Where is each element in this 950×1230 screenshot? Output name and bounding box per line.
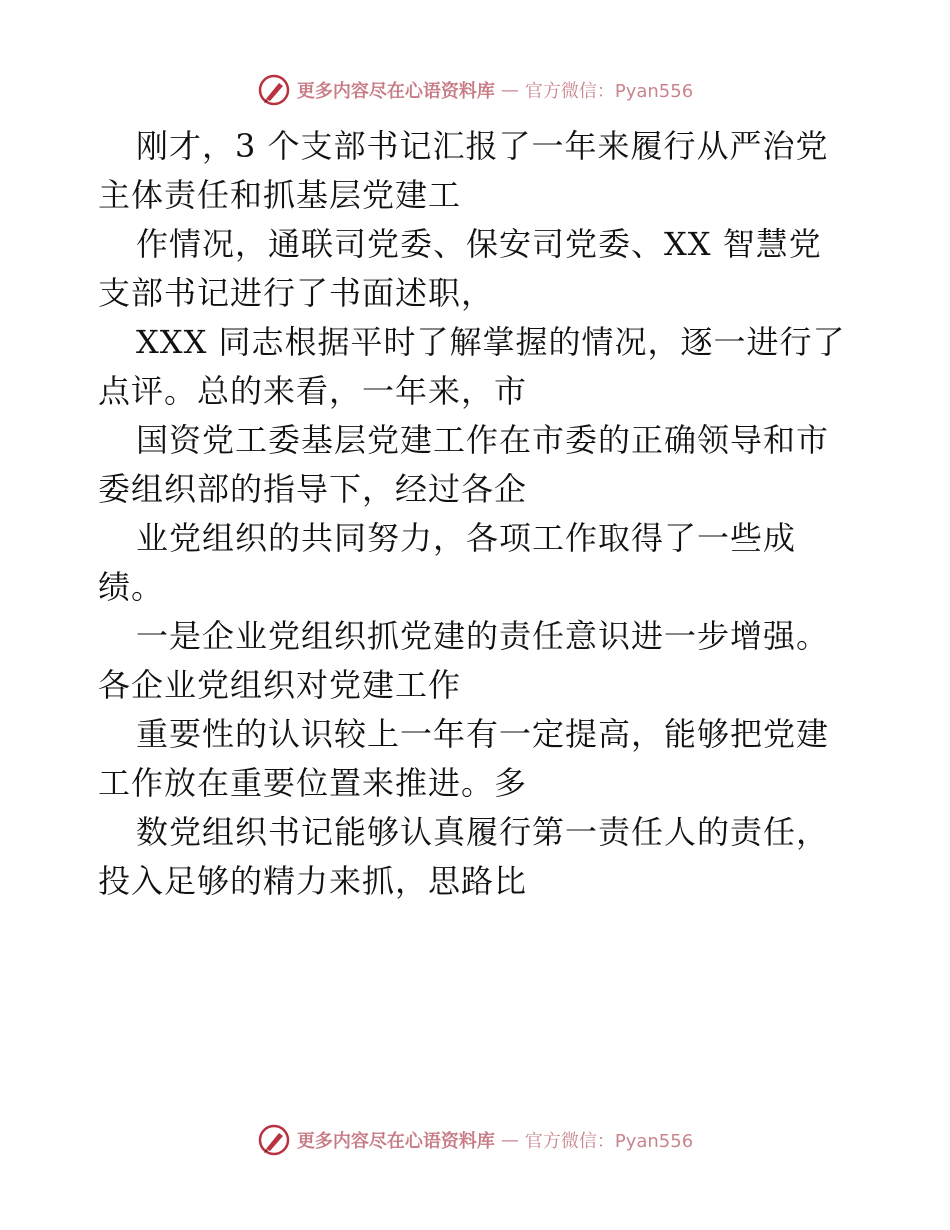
watermark-separator: — <box>500 1129 519 1151</box>
watermark-wechat: 官方微信：Pyan556 <box>524 1131 694 1152</box>
pen-logo-icon <box>257 73 291 107</box>
paragraph <box>98 612 858 710</box>
paragraph-line: 投入足够的精力来抓，思路比 <box>98 862 528 900</box>
document-body <box>98 122 858 906</box>
watermark-separator: — <box>500 79 519 101</box>
paragraph <box>98 318 858 416</box>
pen-logo-icon <box>257 1123 291 1157</box>
paragraph-line-indented: 刚才，3 个支部书记汇报了一年来履行从严治党 <box>136 127 829 165</box>
paragraph-line: 工作放在重要位置来推进。多 <box>98 764 528 802</box>
paragraph-line-indented: 业党组织的共同努力，各项工作取得了一些成 <box>136 519 797 557</box>
paragraph-line: 点评。总的来看，一年来，市 <box>98 372 528 410</box>
paragraph-line-indented: 作情况，通联司党委、保安司党委、XX 智慧党 <box>136 225 822 263</box>
paragraph-line-indented: 数党组织书记能够认真履行第一责任人的责任， <box>136 813 830 851</box>
watermark-wechat: 官方微信：Pyan556 <box>524 81 694 102</box>
paragraph-line: 各企业党组织对党建工作 <box>98 666 462 704</box>
watermark-brand: 更多内容尽在心语资料库 <box>296 81 495 102</box>
paragraph <box>98 710 858 808</box>
footer-watermark <box>0 1120 950 1160</box>
paragraph-line-indented: XXX 同志根据平时了解掌握的情况，逐一进行了 <box>136 323 846 361</box>
paragraph-line-indented: 重要性的认识较上一年有一定提高，能够把党建 <box>136 715 830 753</box>
paragraph-line: 主体责任和抓基层党建工 <box>98 176 462 214</box>
paragraph-line: 委组织部的指导下，经过各企 <box>98 470 528 508</box>
paragraph <box>98 220 858 318</box>
paragraph-line-indented: 国资党工委基层党建工作在市委的正确领导和市 <box>136 421 830 459</box>
paragraph <box>98 122 858 220</box>
paragraph <box>98 514 858 612</box>
watermark-brand: 更多内容尽在心语资料库 <box>296 1131 495 1152</box>
paragraph <box>98 416 858 514</box>
paragraph-line: 支部书记进行了书面述职， <box>98 274 495 312</box>
paragraph-line: 绩。 <box>98 568 165 606</box>
header-watermark <box>0 70 950 110</box>
paragraph-line-indented: 一是企业党组织抓党建的责任意识进一步增强。 <box>136 617 830 655</box>
paragraph <box>98 808 858 906</box>
